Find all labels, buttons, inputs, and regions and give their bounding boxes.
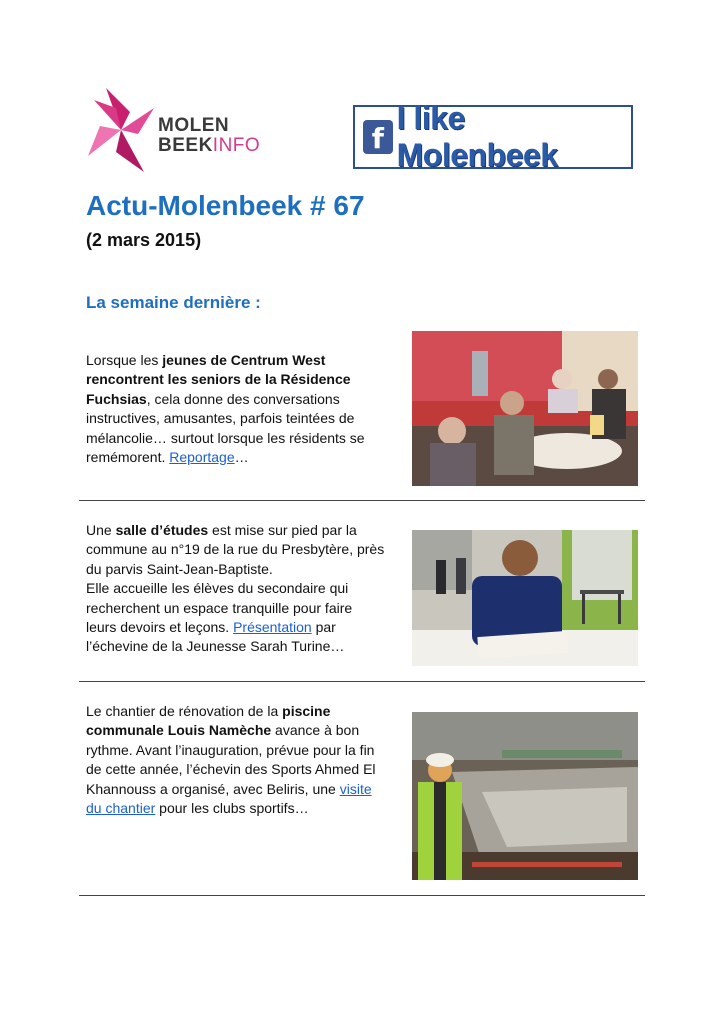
i-like-molenbeek-banner[interactable] bbox=[353, 100, 633, 173]
text-run: est mise sur pied par la commune au n°19 de la rue du Presbytère, près du parvis Saint-Jean-Baptiste. bbox=[86, 522, 385, 577]
news-item-1-text bbox=[86, 351, 386, 467]
divider bbox=[79, 681, 645, 682]
banner-text: I like Molenbeek bbox=[396, 100, 558, 173]
news-item-2-text bbox=[86, 521, 386, 657]
news-item-1-photo bbox=[412, 331, 638, 486]
bold-run: jeunes de Centrum West rencontrent les seniors de la Résidence Fuchsias bbox=[86, 352, 351, 407]
pinwheel-icon bbox=[86, 86, 156, 174]
news-item-3-text bbox=[86, 702, 386, 818]
logo-line-molen: MOLEN bbox=[158, 115, 230, 136]
presentation-link[interactable]: Présentation bbox=[233, 619, 312, 636]
news-item-3-photo bbox=[412, 712, 638, 880]
text-run: Elle accueille les élèves du secondaire qui recherchent un espace tranquille pour faire leurs devoirs et leçons. bbox=[86, 580, 353, 636]
page-title: Actu-Molenbeek # 67 bbox=[86, 190, 365, 221]
text-run: … bbox=[234, 449, 249, 466]
issue-date: (2 mars 2015) bbox=[86, 230, 202, 250]
molenbeek-info-logo bbox=[86, 86, 261, 174]
bold-run: salle d’études bbox=[115, 522, 209, 538]
text-run: Une bbox=[86, 522, 116, 538]
text-run: Lorsque les bbox=[86, 352, 163, 368]
section-heading: La semaine dernière : bbox=[86, 293, 261, 312]
logo-line-beek: BEEK bbox=[158, 135, 213, 156]
facebook-icon: f bbox=[363, 120, 393, 154]
text-run: , cela donne des conversations instructives, amusantes, parfois teintées de mélancolie… surtout lorsque les résidents se remémorent. bbox=[86, 390, 365, 466]
text-run: par l’échevine de la Jeunesse Sarah Turine… bbox=[86, 619, 345, 655]
text-run: avance à bon rythme. Avant l’inauguration, prévue pour la fin de cette année, l’échevin des Sports Ahmed El Khannouss a organisé, avec Beliris, une bbox=[86, 722, 376, 797]
logo-line-info: INFO bbox=[212, 135, 261, 156]
divider bbox=[79, 895, 645, 896]
divider bbox=[79, 500, 645, 501]
reportage-link[interactable]: Reportage bbox=[169, 449, 235, 466]
news-item-2-photo bbox=[412, 530, 638, 666]
site-visit-link[interactable]: visite du chantier bbox=[86, 780, 372, 817]
text-run: Le chantier de rénovation de la bbox=[86, 703, 283, 719]
bold-run: piscine communale Louis Namèche bbox=[86, 703, 331, 739]
text-run: pour les clubs sportifs… bbox=[155, 800, 309, 817]
